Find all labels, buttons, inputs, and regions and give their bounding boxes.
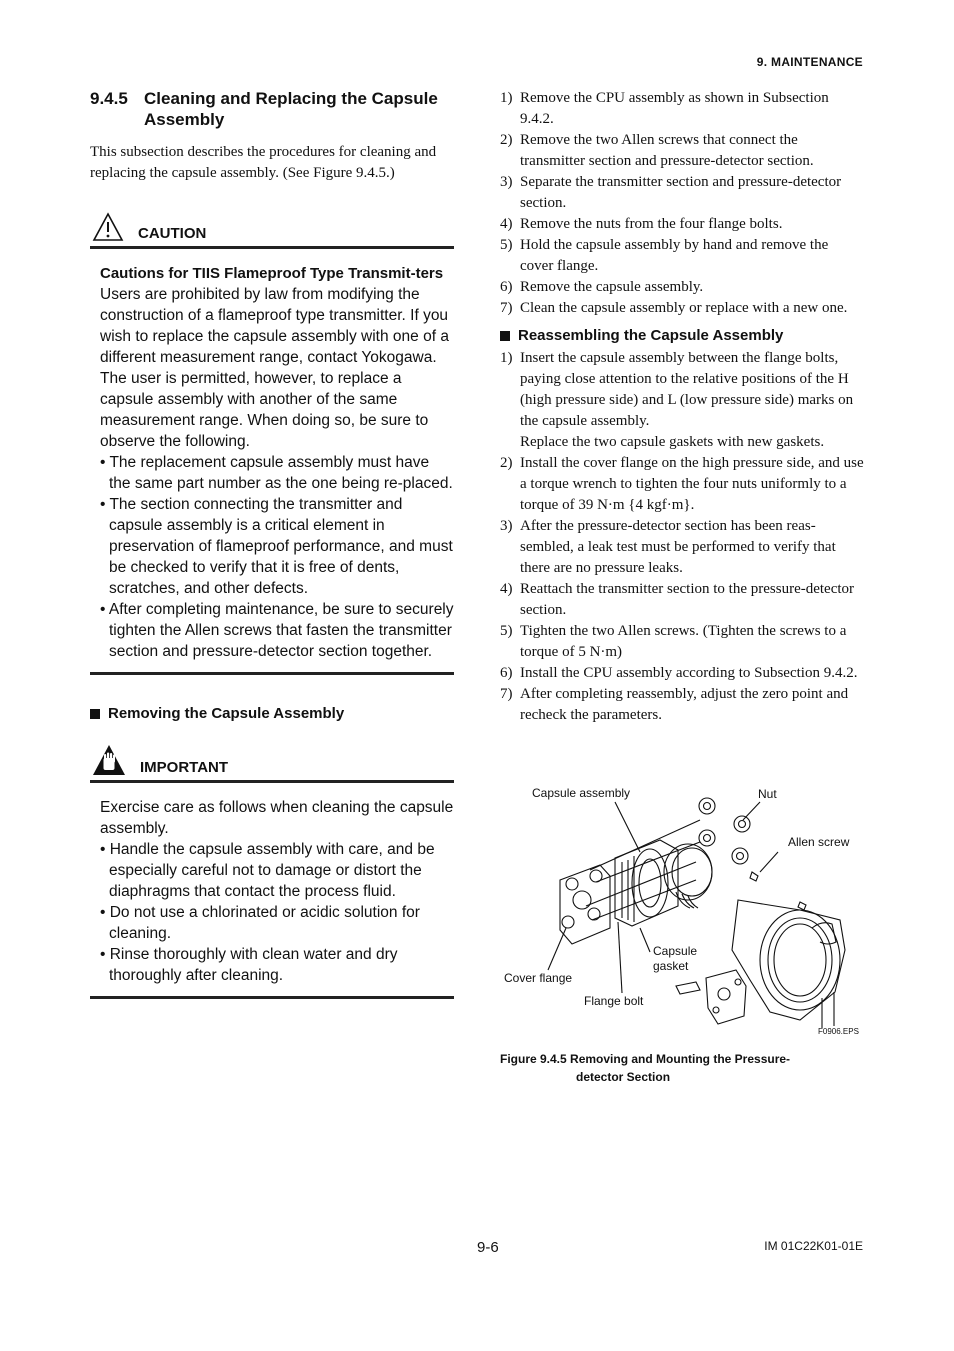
caution-body	[90, 249, 454, 675]
caution-bullet: • After completing maintenance, be sure to securely tighten the Allen screws that fasten the transmitter section and pressure-detector section together.	[100, 601, 454, 660]
label-capsule-assembly: Capsule assembly	[532, 786, 631, 800]
reassembling-heading	[500, 327, 864, 344]
running-header: 9. MAINTENANCE	[756, 55, 863, 69]
step-extra-text: Replace the two capsule gaskets with new gaskets.	[520, 434, 825, 450]
step-number: 1)	[500, 350, 513, 366]
caution-subtitle: Cautions for TIIS Flameproof Type Transmit-ters	[100, 265, 444, 282]
capsule-assembly-illustration	[500, 780, 864, 1042]
label-nut: Nut	[758, 787, 777, 801]
caution-label: CAUTION	[138, 225, 207, 242]
step-text: Clean the capsule assembly or replace with a new one.	[520, 300, 848, 316]
important-bullet: • Handle the capsule assembly with care, and be especially careful not to damage or distort the diaphragms that contact the process fluid.	[100, 841, 435, 900]
list-item	[500, 130, 864, 172]
step-text: Install the CPU assembly according to Subsection 9.4.2.	[520, 665, 858, 681]
step-number: 4)	[500, 216, 513, 232]
square-bullet-icon	[90, 709, 100, 719]
step-text: Reattach the transmitter section to the pressure-detector section.	[520, 581, 855, 618]
left-column	[90, 88, 454, 999]
important-intro: Exercise care as follows when cleaning the capsule assembly.	[100, 799, 454, 837]
list-item	[500, 579, 864, 621]
step-text: After completing reassembly, adjust the zero point and recheck the parameters.	[520, 686, 849, 723]
caption-line-2: detector Section	[576, 1070, 671, 1084]
caution-box	[90, 206, 454, 675]
step-number: 1)	[500, 90, 513, 106]
caution-header	[90, 206, 454, 249]
step-number: 2)	[500, 455, 513, 471]
removing-heading	[90, 705, 454, 722]
step-text: Install the cover flange on the high pressure side, and use a torque wrench to tighten the four nuts uniformly to a torque of 39 N·m {4 kgf·m}.	[520, 455, 864, 513]
list-item	[500, 663, 864, 684]
list-item	[500, 453, 864, 516]
step-text: Separate the transmitter section and pressure-detector section.	[520, 174, 842, 211]
list-item	[500, 235, 864, 277]
page-number: 9-6	[477, 1239, 499, 1256]
important-box	[90, 740, 454, 999]
caution-bullet: • The section connecting the transmitter and capsule assembly is a critical element in preservation of flameproof performance, and must be checked to verify that it is free of dents, scratches, and other defects.	[100, 496, 453, 597]
list-item	[500, 298, 864, 319]
section-title	[90, 88, 454, 130]
step-text: Tighten the two Allen screws. (Tighten the screws to a torque of 5 N·m)	[520, 623, 847, 660]
label-capsule-gasket-line2: gasket	[653, 959, 689, 973]
caution-bullet: • The replacement capsule assembly must have the same part number as the one being re-placed.	[100, 454, 453, 492]
list-item	[500, 348, 864, 453]
step-text: Remove the CPU assembly as shown in Subsection 9.4.2.	[520, 90, 829, 127]
important-hand-icon	[92, 744, 126, 776]
important-bullet: • Do not use a chlorinated or acidic solution for cleaning.	[100, 904, 420, 942]
step-number: 7)	[500, 686, 513, 702]
step-text: Hold the capsule assembly by hand and remove the cover flange.	[520, 237, 829, 274]
figure-caption	[500, 1050, 864, 1086]
step-text: Remove the capsule assembly.	[520, 279, 704, 295]
step-text: After the pressure-detector section has been reas-sembled, a leak test must be performed to verify that there are no pressure leaks.	[520, 518, 836, 576]
label-file-id: F0906.EPS	[818, 1027, 859, 1036]
step-text: Remove the nuts from the four flange bolts.	[520, 216, 783, 232]
removing-heading-text: Removing the Capsule Assembly	[108, 705, 345, 722]
step-number: 6)	[500, 279, 513, 295]
list-item	[500, 684, 864, 726]
list-item	[500, 172, 864, 214]
step-number: 7)	[500, 300, 513, 316]
step-number: 3)	[500, 518, 513, 534]
section-heading: Cleaning and Replacing the Capsule Assembly	[144, 89, 438, 129]
reassemble-steps-list	[500, 348, 864, 726]
label-flange-bolt: Flange bolt	[584, 994, 644, 1008]
important-bullet: • Rinse thoroughly with clean water and dry thoroughly after cleaning.	[100, 946, 398, 984]
step-main-text: Insert the capsule assembly between the flange bolts, paying close attention to the relative positions of the H (high pressure side) and L (low pressure side) marks on the capsule assembly.	[520, 350, 854, 429]
square-bullet-icon	[500, 331, 510, 341]
right-column	[500, 88, 864, 726]
step-text	[520, 348, 864, 453]
step-number: 3)	[500, 174, 513, 190]
reassembling-heading-text: Reassembling the Capsule Assembly	[518, 327, 784, 344]
step-text: Remove the two Allen screws that connect the transmitter section and pressure-detector section.	[520, 132, 814, 169]
step-number: 4)	[500, 581, 513, 597]
caution-paragraph: Users are prohibited by law from modifying the construction of a flameproof type transmitter. If you wish to replace the capsule assembly with one of a different measurement range, contact Yokogawa.	[100, 286, 449, 366]
section-number: 9.4.5	[90, 89, 128, 108]
label-cover-flange: Cover flange	[504, 971, 573, 985]
important-header	[90, 740, 454, 783]
section-intro: This subsection describes the procedures for cleaning and replacing the capsule assembly. (See Figure 9.4.5.)	[90, 144, 437, 181]
step-number: 6)	[500, 665, 513, 681]
step-number: 5)	[500, 623, 513, 639]
list-item	[500, 277, 864, 298]
step-number: 5)	[500, 237, 513, 253]
warning-triangle-icon	[92, 212, 124, 242]
list-item	[500, 214, 864, 235]
caption-line-1: Figure 9.4.5 Removing and Mounting the Pressure-	[500, 1052, 791, 1066]
caution-paragraph: The user is permitted, however, to replace a capsule assembly with another of the same measurement range. When doing so, be sure to observe the following.	[100, 370, 429, 450]
label-capsule-gasket-line1: Capsule	[653, 944, 698, 958]
important-label: IMPORTANT	[140, 759, 229, 776]
list-item	[500, 88, 864, 130]
remove-steps-list	[500, 88, 864, 319]
important-body	[90, 783, 454, 999]
step-number: 2)	[500, 132, 513, 148]
document-id: IM 01C22K01-01E	[764, 1239, 863, 1253]
label-allen-screw: Allen screw	[788, 835, 850, 849]
exploded-view-figure	[500, 780, 864, 1042]
list-item	[500, 621, 864, 663]
list-item	[500, 516, 864, 579]
